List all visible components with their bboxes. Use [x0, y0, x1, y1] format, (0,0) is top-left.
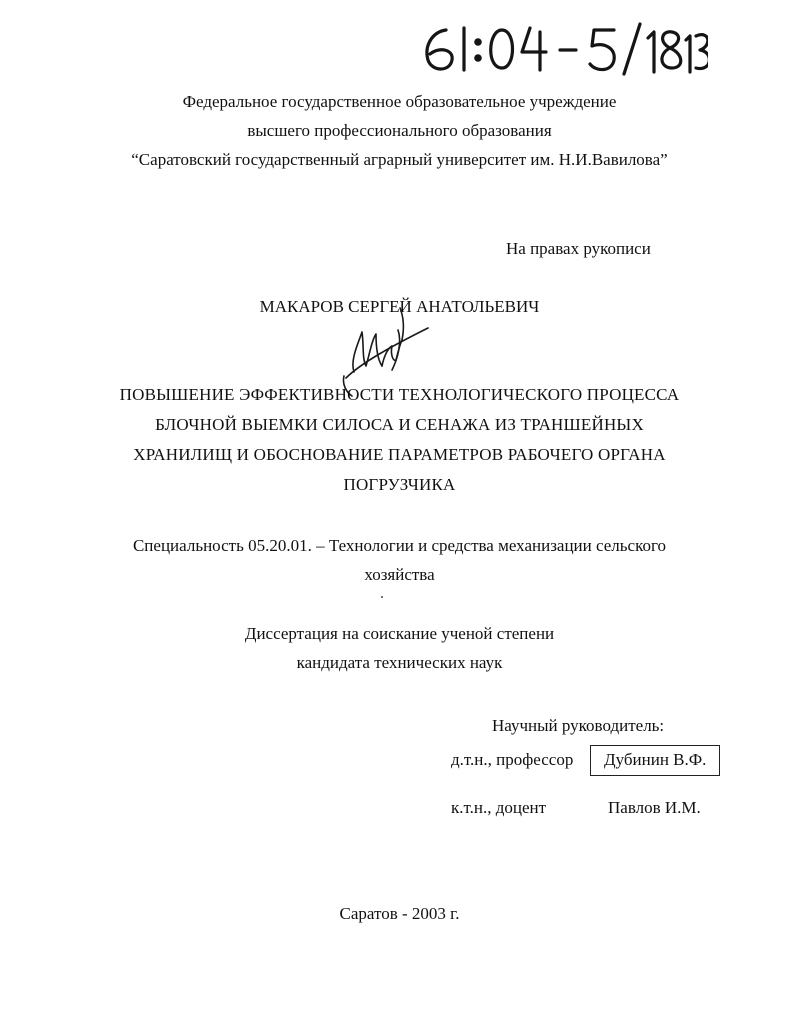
supervisor-2-rank: к.т.н., доцент: [451, 798, 547, 817]
dissertation-line-2: кандидата технических наук: [296, 653, 503, 672]
specialty-line-2: хозяйства: [364, 565, 435, 584]
supervisor-1-rank: д.т.н., профессор: [451, 750, 574, 769]
institution-line-1: Федеральное государственное образовательное учреждение: [182, 92, 617, 111]
institution-line-2: высшего профессионального образования: [247, 121, 552, 140]
dissertation-line-1: Диссертация на соискание ученой степени: [244, 624, 555, 643]
institution-line-3: “Саратовский государственный аграрный университет им. Н.И.Вавилова”: [131, 150, 668, 169]
thesis-title-line-1: ПОВЫШЕНИЕ ЭФФЕКТИВНОСТИ ТЕХНОЛОГИЧЕСКОГО ПРОЦЕССА: [119, 385, 680, 404]
thesis-title-line-3: ХРАНИЛИЩ И ОБОСНОВАНИЕ ПАРАМЕТРОВ РАБОЧЕГО ОРГАНА: [133, 445, 666, 464]
supervisor-1-name: Дубинин В.Ф.: [604, 750, 707, 769]
manuscript-rights-note: На правах рукописи: [506, 239, 651, 258]
supervisor-2-name: Павлов И.М.: [608, 798, 701, 817]
thesis-title-line-4: ПОГРУЗЧИКА: [343, 475, 456, 494]
specialty-line-1: Специальность 05.20.01. – Технологии и средства механизации сельского: [132, 536, 667, 555]
scan-speck: [381, 596, 383, 598]
place-and-year: Саратов - 2003 г.: [339, 904, 460, 923]
supervisor-heading: Научный руководитель:: [492, 716, 665, 735]
archive-code-handwritten: [418, 18, 708, 78]
author-name: МАКАРОВ СЕРГЕЙ АНАТОЛЬЕВИЧ: [259, 297, 540, 316]
thesis-title-line-2: БЛОЧНОЙ ВЫЕМКИ СИЛОСА И СЕНАЖА ИЗ ТРАНШЕЙНЫХ: [155, 415, 644, 434]
